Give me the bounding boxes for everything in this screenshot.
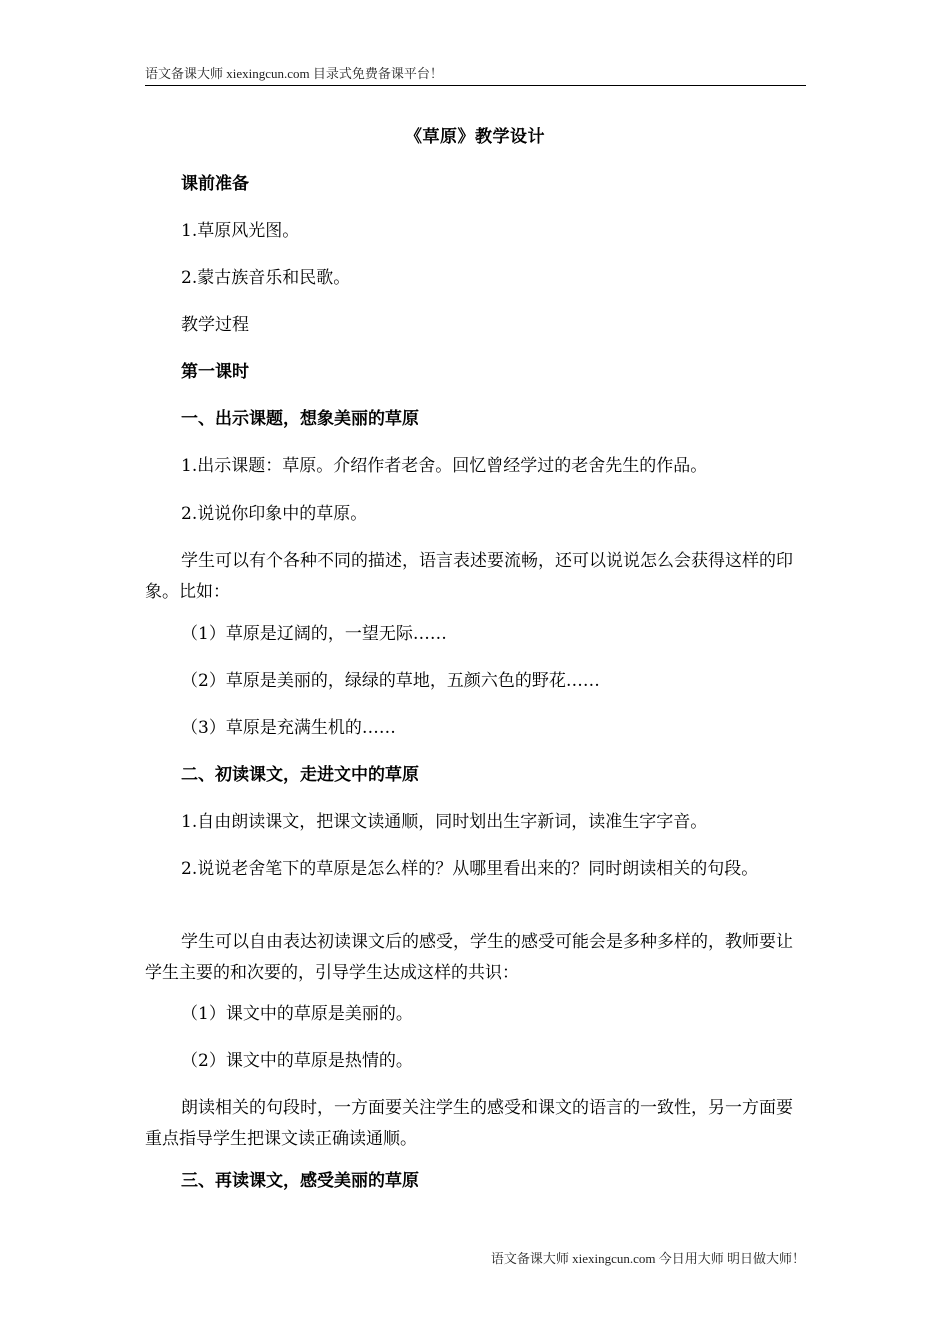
part-1-example-2: （2）草原是美丽的，绿绿的草地，五颜六色的野花…… — [181, 671, 600, 691]
part-3-heading: 三、再读课文，感受美丽的草原 — [181, 1171, 419, 1191]
part-2-item-1: 1.自由朗读课文，把课文读通顺，同时划出生字新词，读准生字字音。 — [181, 812, 708, 832]
part-2-item-2: 2.说说老舍笔下的草原是怎么样的？从哪里看出来的？同时朗读相关的句段。 — [181, 859, 759, 879]
part-1-description: 学生可以有个各种不同的描述，语言表述要流畅，还可以说说怎么会获得这样的印象。比如： — [145, 551, 793, 602]
part-1-example-3: （3）草原是充满生机的…… — [181, 718, 396, 738]
part-2-description: 学生可以自由表达初读课文后的感受，学生的感受可能会是多种多样的，教师要让学生主要的和次要的，引导学生达成这样的共识： — [145, 932, 793, 983]
part-2-heading: 二、初读课文，走进文中的草原 — [181, 765, 419, 785]
prep-heading: 课前准备 — [181, 174, 249, 194]
part-2-example-2: （2）课文中的草原是热情的。 — [181, 1051, 413, 1071]
part-2-example-1: （1）课文中的草原是美丽的。 — [181, 1004, 413, 1024]
part-1-item-2: 2.说说你印象中的草原。 — [181, 504, 368, 524]
part-1-heading: 一、出示课题，想象美丽的草原 — [181, 409, 419, 429]
part-2-note: 朗读相关的句段时，一方面要关注学生的感受和课文的语言的一致性，另一方面要重点指导学生把课文读正确读通顺。 — [145, 1098, 793, 1149]
lesson-1-heading: 第一课时 — [181, 362, 249, 382]
document-title: 《草原》教学设计 — [405, 127, 545, 147]
part-1-example-1: （1）草原是辽阔的，一望无际…… — [181, 624, 447, 644]
header-divider — [145, 85, 806, 86]
page-header: 语文备课大师 xiexingcun.com 目录式免费备课平台！ — [145, 66, 443, 81]
page-footer: 语文备课大师 xiexingcun.com 今日用大师 明日做大师！ — [490, 1251, 805, 1266]
process-label: 教学过程 — [181, 315, 249, 335]
prep-item-1: 1.草原风光图。 — [181, 221, 300, 241]
part-1-item-1: 1.出示课题：草原。介绍作者老舍。回忆曾经学过的老舍先生的作品。 — [181, 456, 708, 476]
prep-item-2: 2.蒙古族音乐和民歌。 — [181, 268, 351, 288]
